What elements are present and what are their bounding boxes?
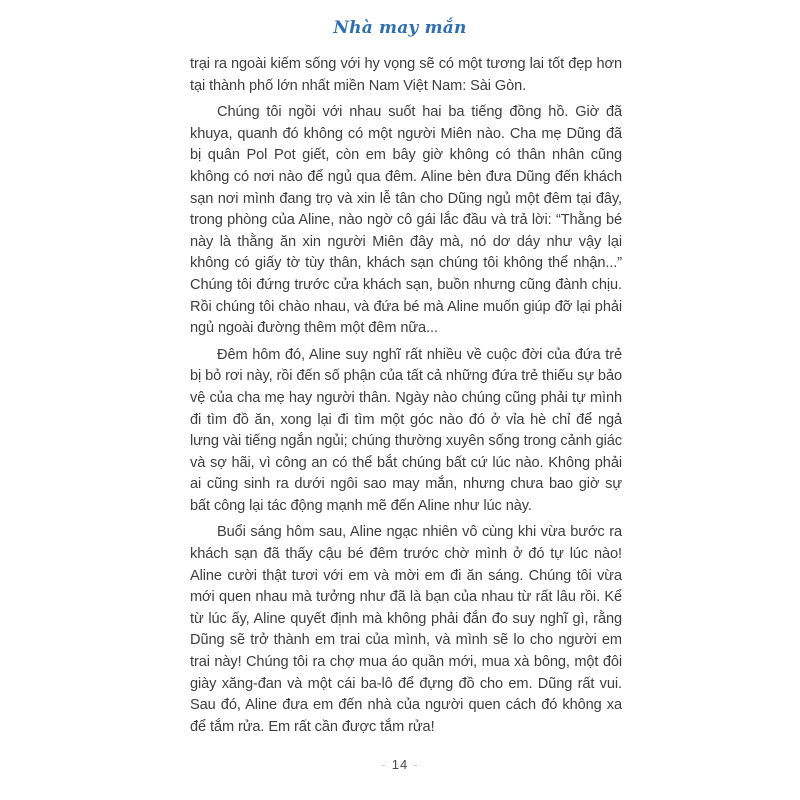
running-header-title: Nhà may mắn bbox=[333, 18, 467, 38]
paragraph: trại ra ngoài kiếm sống với hy vọng sẽ có một tương lai tốt đẹp hơn tại thành phố lớn nhất miền Nam Việt Nam: Sài Gòn. bbox=[190, 56, 622, 94]
page-number: 14 bbox=[391, 757, 409, 772]
page-footer bbox=[0, 757, 800, 772]
page-body bbox=[190, 54, 622, 738]
paragraph: Đêm hôm đó, Aline suy nghĩ rất nhiều về cuộc đời của đứa trẻ bị bỏ rơi này, rồi đến số phận của tất cả những đứa trẻ thiếu sự bảo vệ của cha mẹ hay người thân. Ngày nào chúng cũng phải tự mình đi tìm đồ ăn, xong lại đi tìm một góc nào đó ở vỉa hè chỉ để ngả lưng vài tiếng ngắn ngủi; chúng thường xuyên sống trong cảnh giác và sợ hãi, vì công an có thể bắt chúng bất cứ lúc nào. Không phải ai cũng sinh ra dưới ngôi sao may mắn, nhưng chưa bao giờ sự bất công lại tác động mạnh mẽ đến Aline như lúc này. bbox=[190, 346, 622, 514]
footer-dash-left: - bbox=[381, 757, 387, 772]
paragraph: Buổi sáng hôm sau, Aline ngạc nhiên vô cùng khi vừa bước ra khách sạn đã thấy cậu bé đêm trước chờ mình ở đó tự lúc nào! Aline cười thật tươi với em và mời em đi ăn sáng. Chúng tôi vừa mới quen nhau mà tưởng như đã là bạn của nhau từ rất lâu rồi. Kể từ lúc ấy, Aline quyết định mà không phải đắn đo suy nghĩ gì, rằng Dũng sẽ trở thành em trai của mình, và mình sẽ lo cho người em trai này! Chúng tôi ra chợ mua áo quần mới, mua xà bông, một đôi giày xăng-đan và một cái ba-lô để đựng đồ cho em. Dũng rất vui. Sau đó, Aline đưa em đến nhà của người quen cách đó không xa để tắm rửa. Em rất cần được tắm rửa! bbox=[190, 524, 622, 735]
paragraph: Chúng tôi ngồi với nhau suốt hai ba tiếng đồng hồ. Giờ đã khuya, quanh đó không có một người Miên nào. Cha mẹ Dũng đã bị quân Pol Pot giết, còn em bây giờ không có thân nhân cũng không có nơi nào để ngủ qua đêm. Aline bèn đưa Dũng đến khách sạn nơi mình đang trọ và xin lễ tân cho Dũng ngủ một đêm tại đây, trong phòng của Aline, nào ngờ cô gái lắc đầu và trả lời: “Thằng bé này là thằng ăn xin người Miên đây mà, nó dơ dáy như vậy lại không có giấy tờ tùy thân, khách sạn chúng tôi không thể nhận...” Chúng tôi đứng trước cửa khách sạn, buồn nhưng cũng đành chịu. Rồi chúng tôi chào nhau, và đứa bé mà Aline muốn giúp đỡ lại phải ngủ ngoài đường thêm một đêm nữa... bbox=[190, 104, 622, 337]
footer-dash-right: - bbox=[413, 757, 419, 772]
